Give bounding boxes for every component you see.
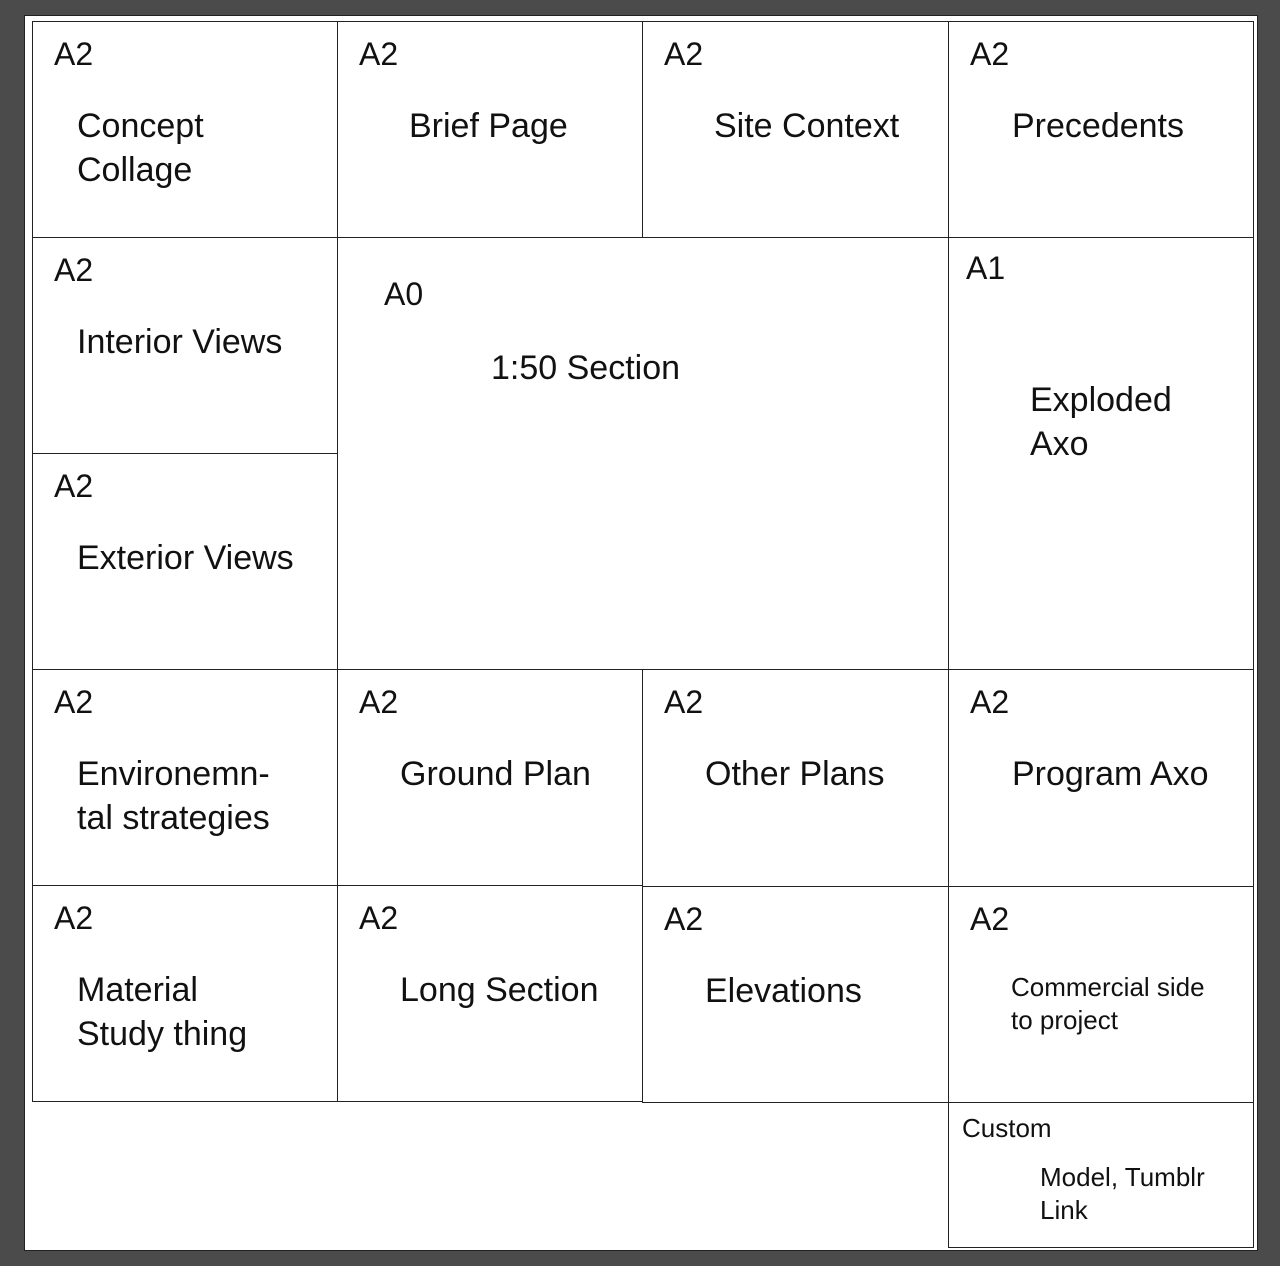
panel-material-study <box>32 885 338 1102</box>
panel-section-a0 <box>337 237 949 670</box>
panel-precedents <box>948 21 1254 238</box>
panel-site-context <box>642 21 949 238</box>
panel-size-label: A2 <box>664 901 704 937</box>
panel-title-line: Exploded <box>1030 381 1172 419</box>
panel-title <box>77 968 247 1056</box>
panel-size-label: A2 <box>54 900 94 936</box>
panel-title-line: Collage <box>77 151 193 190</box>
panel-title: Long Section <box>400 971 599 1009</box>
panel-size-label: A2 <box>54 36 94 72</box>
panel-size-label: A1 <box>966 250 1006 286</box>
panel-size-label: A2 <box>359 36 399 72</box>
panel-title <box>1011 971 1205 1036</box>
panel-size-label: A2 <box>359 684 399 720</box>
panel-custom <box>948 1102 1254 1248</box>
panel-size-label: A2 <box>359 900 399 936</box>
panel-size-label: A2 <box>970 901 1010 937</box>
panel-title-line: Model, Tumblr <box>1040 1162 1205 1192</box>
panel-title: Site Context <box>714 107 900 145</box>
panel-size-label: A2 <box>54 252 94 288</box>
panel-title: Brief Page <box>409 107 568 145</box>
panel-program-axo <box>948 669 1254 887</box>
panel-title-line: tal strategies <box>77 799 270 838</box>
panel-size-label: A2 <box>664 36 704 72</box>
panel-title: Exterior Views <box>77 539 294 577</box>
panel-title: Elevations <box>705 972 862 1010</box>
panel-title-line: Study thing <box>77 1015 248 1054</box>
panel-size-label: A2 <box>54 468 94 504</box>
panel-title-line: Commercial side <box>1011 972 1205 1002</box>
panel-size-label: A2 <box>970 684 1010 720</box>
panel-other-plans <box>642 669 949 887</box>
panel-title: 1:50 Section <box>491 349 681 387</box>
panel-title <box>1040 1161 1205 1226</box>
panel-environmental-strategies <box>32 669 338 886</box>
panel-title-line: to project <box>1011 1004 1118 1035</box>
panel-title-line: Axo <box>1030 425 1089 464</box>
panel-interior-views <box>32 237 338 454</box>
panel-title-line: Material <box>77 971 198 1009</box>
panel-long-section <box>337 885 643 1102</box>
panel-exterior-views <box>32 453 338 670</box>
panel-title-line: Environemn- <box>77 755 270 793</box>
panel-title: Precedents <box>1012 107 1184 145</box>
panel-size-label: A2 <box>970 36 1010 72</box>
panel-brief-page <box>337 21 643 238</box>
panel-title: Other Plans <box>705 755 885 793</box>
panel-exploded-axo <box>948 237 1254 670</box>
panel-title-line: Concept <box>77 107 204 145</box>
panel-elevations <box>642 886 949 1103</box>
panel-title <box>77 104 204 192</box>
panel-commercial-side <box>948 886 1254 1103</box>
panel-size-label: A2 <box>664 684 704 720</box>
panel-title <box>77 752 270 840</box>
panel-size-label: A2 <box>54 684 94 720</box>
panel-size-label: Custom <box>962 1113 1052 1143</box>
panel-title-line: Link <box>1040 1194 1088 1225</box>
panel-size-label: A0 <box>384 276 424 312</box>
panel-title: Interior Views <box>77 323 283 361</box>
panel-ground-plan <box>337 669 643 886</box>
panel-title: Program Axo <box>1012 755 1209 793</box>
panel-title: Ground Plan <box>400 755 591 793</box>
panel-title <box>1030 378 1172 466</box>
panel-concept-collage <box>32 21 338 238</box>
